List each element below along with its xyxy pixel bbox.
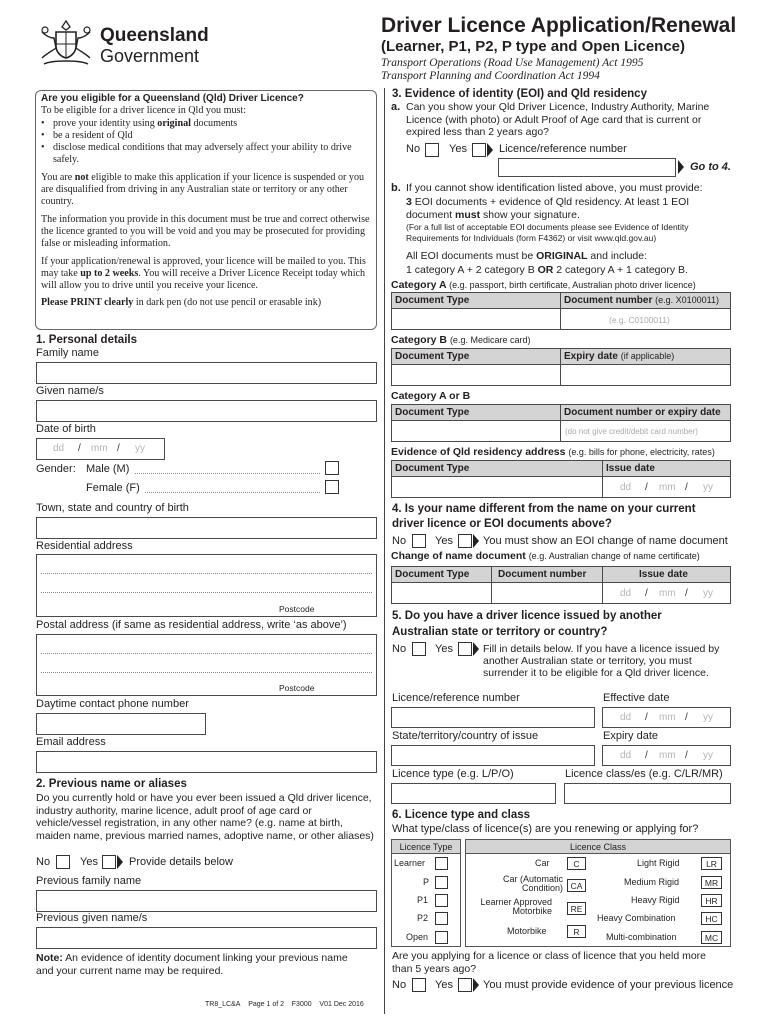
other-licence-no-checkbox[interactable] (412, 642, 426, 656)
coat-of-arms-icon (36, 18, 96, 68)
cat-ab-docnum-input[interactable]: (do not give credit/debit card number) (560, 420, 731, 442)
section-3b-marker: b. (391, 182, 401, 194)
s5-expiry-label: Expiry date (603, 730, 659, 742)
eligibility-bullet: • be a resident of Qld (41, 129, 133, 141)
change-docnum-header: Document number (491, 566, 603, 583)
page-subtitle: (Learner, P1, P2, P type and Open Licence) (381, 38, 685, 55)
section-3b-categories: 1 category A + 2 category B OR 2 category A + 1 category B. (406, 264, 688, 276)
previous-licence-question: Are you applying for a licence or class of licence that you held more than 5 years ago? (392, 950, 707, 975)
birthplace-label: Town, state and country of birth (36, 502, 189, 514)
section-3b-text: If you cannot show identification listed above, you must provide: (406, 182, 703, 194)
s5-licref-label: Licence/reference number (392, 692, 520, 704)
postal-address-input[interactable] (36, 634, 377, 696)
given-names-input[interactable] (36, 400, 377, 422)
birthplace-input[interactable] (36, 517, 377, 539)
section-3b-small-note: (For a full list of acceptable EOI documents please see Evidence of Identity Requirements for Individuals (form F4362) or visit www.qld.gov.au) (406, 222, 689, 244)
arrow-icon (473, 534, 479, 548)
eoi-no-checkbox[interactable] (425, 143, 439, 157)
family-name-label: Family name (36, 347, 99, 359)
resid-issue-header: Issue date (602, 460, 731, 477)
licence-type-label: Licence type (e.g. L/P/O) (392, 768, 514, 780)
gender-female-label: Female (F) (86, 482, 140, 494)
cat-ab-doctype-header: Document Type (391, 404, 561, 421)
cat-a-doctype-header: Document Type (391, 292, 561, 309)
act-reference-2: Transport Planning and Coordination Act 1994 (381, 70, 600, 82)
effective-date-label: Effective date (603, 692, 670, 704)
section-3b-original: All EOI documents must be ORIGINAL and include: (406, 250, 648, 262)
section-6-question: What type/class of licence(s) are you renewing or applying for? (392, 823, 699, 835)
gender-male-checkbox[interactable] (325, 461, 339, 475)
arrow-icon (678, 160, 684, 174)
licence-class-input[interactable] (564, 783, 731, 804)
email-input[interactable] (36, 751, 377, 773)
eligibility-paragraph: If your application/renewal is approved, your licence will be mailed to you. This may take up to 2 weeks. You will receive a Driver Licence Receipt today which will allow you to drive until you receive your licence. (41, 255, 366, 292)
prev-licence-no-checkbox[interactable] (412, 978, 426, 992)
arrow-icon (117, 855, 123, 869)
prev-family-input[interactable] (36, 890, 377, 912)
state-issue-label: State/territory/country of issue (392, 730, 539, 742)
change-doctype-header: Document Type (391, 566, 492, 583)
resid-doctype-header: Document Type (391, 460, 603, 477)
arrow-icon (473, 642, 479, 656)
s5-expiry-input[interactable]: dd / mm / yy (602, 745, 731, 766)
licence-type-input[interactable] (391, 783, 556, 804)
s5-licref-input[interactable] (391, 707, 595, 728)
qld-government-logo (36, 18, 211, 70)
postal-address-label: Postal address (if same as residential address, write ‘as above’) (36, 619, 347, 631)
motorbike-class-box[interactable]: R (567, 925, 586, 938)
must-provide-evidence-label: You must provide evidence of your previous licence (483, 979, 734, 991)
eligibility-paragraph: Please PRINT clearly in dark pen (do not use pencil or erasable ink) (41, 296, 322, 308)
eligibility-paragraph: The information you provide in this document must be true and correct otherwise the licence granted to you will be void and you may be prosecuted for providing false or misleading information. (41, 213, 370, 250)
name-diff-no-label: No (392, 535, 407, 547)
section-6-heading: 6. Licence type and class (392, 809, 531, 821)
section-4-heading-line2: driver licence or EOI documents above? (392, 518, 612, 530)
section-3a-marker: a. (391, 101, 401, 113)
cat-ab-docnum-header: Document number or expiry date (560, 404, 731, 421)
note-text: Note: An evidence of identity document linking your previous name and your current name may be required. (36, 952, 348, 977)
prev-name-no-label: No (36, 856, 51, 868)
prev-name-no-checkbox[interactable] (56, 855, 70, 869)
eligibility-bullet: • disclose medical conditions that may adversely affect your ability to drive safely. (41, 142, 352, 166)
eligibility-box (35, 90, 377, 330)
eoi-no-label: No (406, 143, 421, 155)
licence-ref-input[interactable] (498, 158, 676, 177)
open-checkbox[interactable] (435, 931, 448, 944)
arrow-icon (487, 143, 493, 157)
licence-class-header: Licence Class (466, 840, 730, 854)
state-issue-input[interactable] (391, 745, 595, 766)
licence-class-label: Licence class/es (e.g. C/LR/MR) (565, 768, 723, 780)
male-leader (135, 473, 320, 474)
hr-class-box[interactable]: HR (701, 894, 722, 907)
act-reference-1: Transport Operations (Road Use Management) Act 1995 (381, 57, 644, 69)
other-licence-yes-checkbox[interactable] (458, 642, 472, 656)
postcode-label: Postcode (279, 683, 315, 693)
section-1-heading: 1. Personal details (36, 334, 137, 346)
prev-name-yes-checkbox[interactable] (102, 855, 116, 869)
phone-input[interactable] (36, 713, 206, 735)
gender-label: Gender: (36, 463, 76, 475)
car-automatic-class-box[interactable]: CA (567, 879, 586, 892)
cat-a-docnum-input[interactable]: (e.g. C0100011) (560, 308, 731, 330)
change-issue-input[interactable]: dd / mm / yy (602, 582, 731, 604)
cat-a-docnum-header: Document number (e.g. X0100011) (560, 292, 731, 309)
given-names-label: Given name/s (36, 385, 104, 397)
cat-a-doctype-input[interactable] (391, 308, 561, 330)
section-5-heading-line2: Australian state or territory or country? (392, 626, 608, 638)
name-diff-yes-label: Yes (435, 535, 453, 547)
family-name-input[interactable] (36, 362, 377, 384)
gender-female-checkbox[interactable] (325, 480, 339, 494)
eligibility-intro: To be eligible for a driver licence in Qld you must: (41, 105, 247, 117)
prev-licence-yes-checkbox[interactable] (458, 978, 472, 992)
postcode-label: Postcode (279, 604, 315, 614)
cat-b-expiry-input[interactable] (560, 364, 731, 386)
category-a-heading: Category A (e.g. passport, birth certificate, Australian photo driver licence) (391, 279, 696, 291)
change-docnum-input[interactable] (491, 582, 603, 604)
section-4-heading-line1: 4. Is your name different from the name on your current (392, 503, 696, 515)
goto-4-label: Go to 4. (690, 161, 731, 173)
lr-class-box[interactable]: LR (701, 857, 722, 870)
page-footer: TR8_LC&A Page 1 of 2 F3000 V01 Dec 2016 (205, 1001, 364, 1008)
car-class-box[interactable]: C (567, 857, 586, 870)
cat-b-doctype-input[interactable] (391, 364, 561, 386)
mr-class-box[interactable]: MR (701, 876, 722, 889)
logo-text-queensland: Queensland (100, 25, 209, 46)
logo-text-government: Government (100, 46, 200, 66)
cat-b-expiry-header: Expiry date (if applicable) (560, 348, 731, 365)
cat-ab-doctype-input[interactable] (391, 420, 561, 442)
prev-licence-yes-label: Yes (435, 979, 453, 991)
eligibility-bullet: • prove your identity using original documents (41, 117, 238, 129)
arrow-icon (473, 978, 479, 992)
p-checkbox[interactable] (435, 876, 448, 889)
residential-address-label: Residential address (36, 540, 133, 552)
prev-name-yes-label: Yes (80, 856, 98, 868)
cat-b-doctype-header: Document Type (391, 348, 561, 365)
dob-label: Date of birth (36, 423, 96, 435)
female-leader (145, 492, 320, 493)
hc-class-box[interactable]: HC (701, 912, 722, 925)
name-diff-no-checkbox[interactable] (412, 534, 426, 548)
section-3b-requirement: 3 EOI documents + evidence of Qld residency. At least 1 EOI document must show your signature. (406, 196, 690, 221)
eligibility-heading: Are you eligible for a Queensland (Qld) Driver Licence? (41, 93, 304, 104)
category-b-heading: Category B (e.g. Medicare card) (391, 334, 531, 346)
must-show-eoi-label: You must show an EOI change of name document (483, 535, 728, 547)
licence-type-table (391, 839, 461, 947)
section-5-heading-line1: 5. Do you have a driver licence issued by another (392, 610, 662, 622)
column-divider (384, 88, 385, 1014)
fill-details-text: Fill in details below. If you have a licence issued by another Australian state or territory, you must surrender it to be eligible for a Qld driver licence. (483, 643, 720, 680)
resid-issue-input[interactable]: dd / mm / yy (602, 476, 731, 498)
previous-name-question: Do you currently hold or have you ever been issued a Qld driver licence, industry authority, marine licence, adult proof of age card or vehicle/vessel registration, in any other name? (e.g. name at birth, maiden name, previous married names, adoptive name, or other aliases) (36, 792, 374, 842)
prev-given-label: Previous given name/s (36, 912, 148, 924)
dob-input[interactable]: dd / mm / yy (36, 438, 165, 460)
licence-ref-label: Licence/reference number (499, 143, 627, 155)
resid-doctype-input[interactable] (391, 476, 603, 498)
effective-date-input[interactable]: dd / mm / yy (602, 707, 731, 728)
section-3a-question: Can you show your Qld Driver Licence, Industry Authority, Marine Licence (with photo) or Adult Proof of Age card that is current or expired less than 2 years ago? (406, 101, 710, 139)
email-label: Email address (36, 736, 106, 748)
learner-motorbike-class-box[interactable]: RE (567, 902, 586, 915)
prev-licence-no-label: No (392, 979, 407, 991)
eoi-yes-checkbox[interactable] (472, 143, 486, 157)
other-licence-no-label: No (392, 643, 407, 655)
change-issue-header: Issue date (602, 566, 731, 583)
phone-label: Daytime contact phone number (36, 698, 189, 710)
section-3-heading: 3. Evidence of identity (EOI) and Qld residency (392, 88, 647, 100)
eoi-yes-label: Yes (449, 143, 467, 155)
section-2-heading: 2. Previous name or aliases (36, 778, 187, 790)
residency-heading: Evidence of Qld residency address (e.g. bills for phone, electricity, rates) (391, 446, 715, 458)
learner-checkbox[interactable] (435, 857, 448, 870)
category-ab-heading: Category A or B (391, 390, 471, 402)
p2-checkbox[interactable] (435, 912, 448, 925)
change-name-heading: Change of name document (e.g. Australian change of name certificate) (391, 550, 700, 562)
name-diff-yes-checkbox[interactable] (458, 534, 472, 548)
licence-type-header: Licence Type (392, 840, 460, 854)
prev-given-input[interactable] (36, 927, 377, 949)
mc-class-box[interactable]: MC (701, 931, 722, 944)
eligibility-paragraph: You are not eligible to make this application if your licence is suspended or you are disqualified from driving in any Australian state or territory or any other country. (41, 171, 365, 208)
residential-address-input[interactable] (36, 554, 377, 617)
page-title: Driver Licence Application/Renewal (381, 14, 737, 37)
gender-male-label: Male (M) (86, 463, 130, 475)
other-licence-yes-label: Yes (435, 643, 453, 655)
provide-details-label: Provide details below (129, 856, 233, 868)
prev-family-label: Previous family name (36, 875, 142, 887)
p1-checkbox[interactable] (435, 894, 448, 907)
change-doctype-input[interactable] (391, 582, 492, 604)
